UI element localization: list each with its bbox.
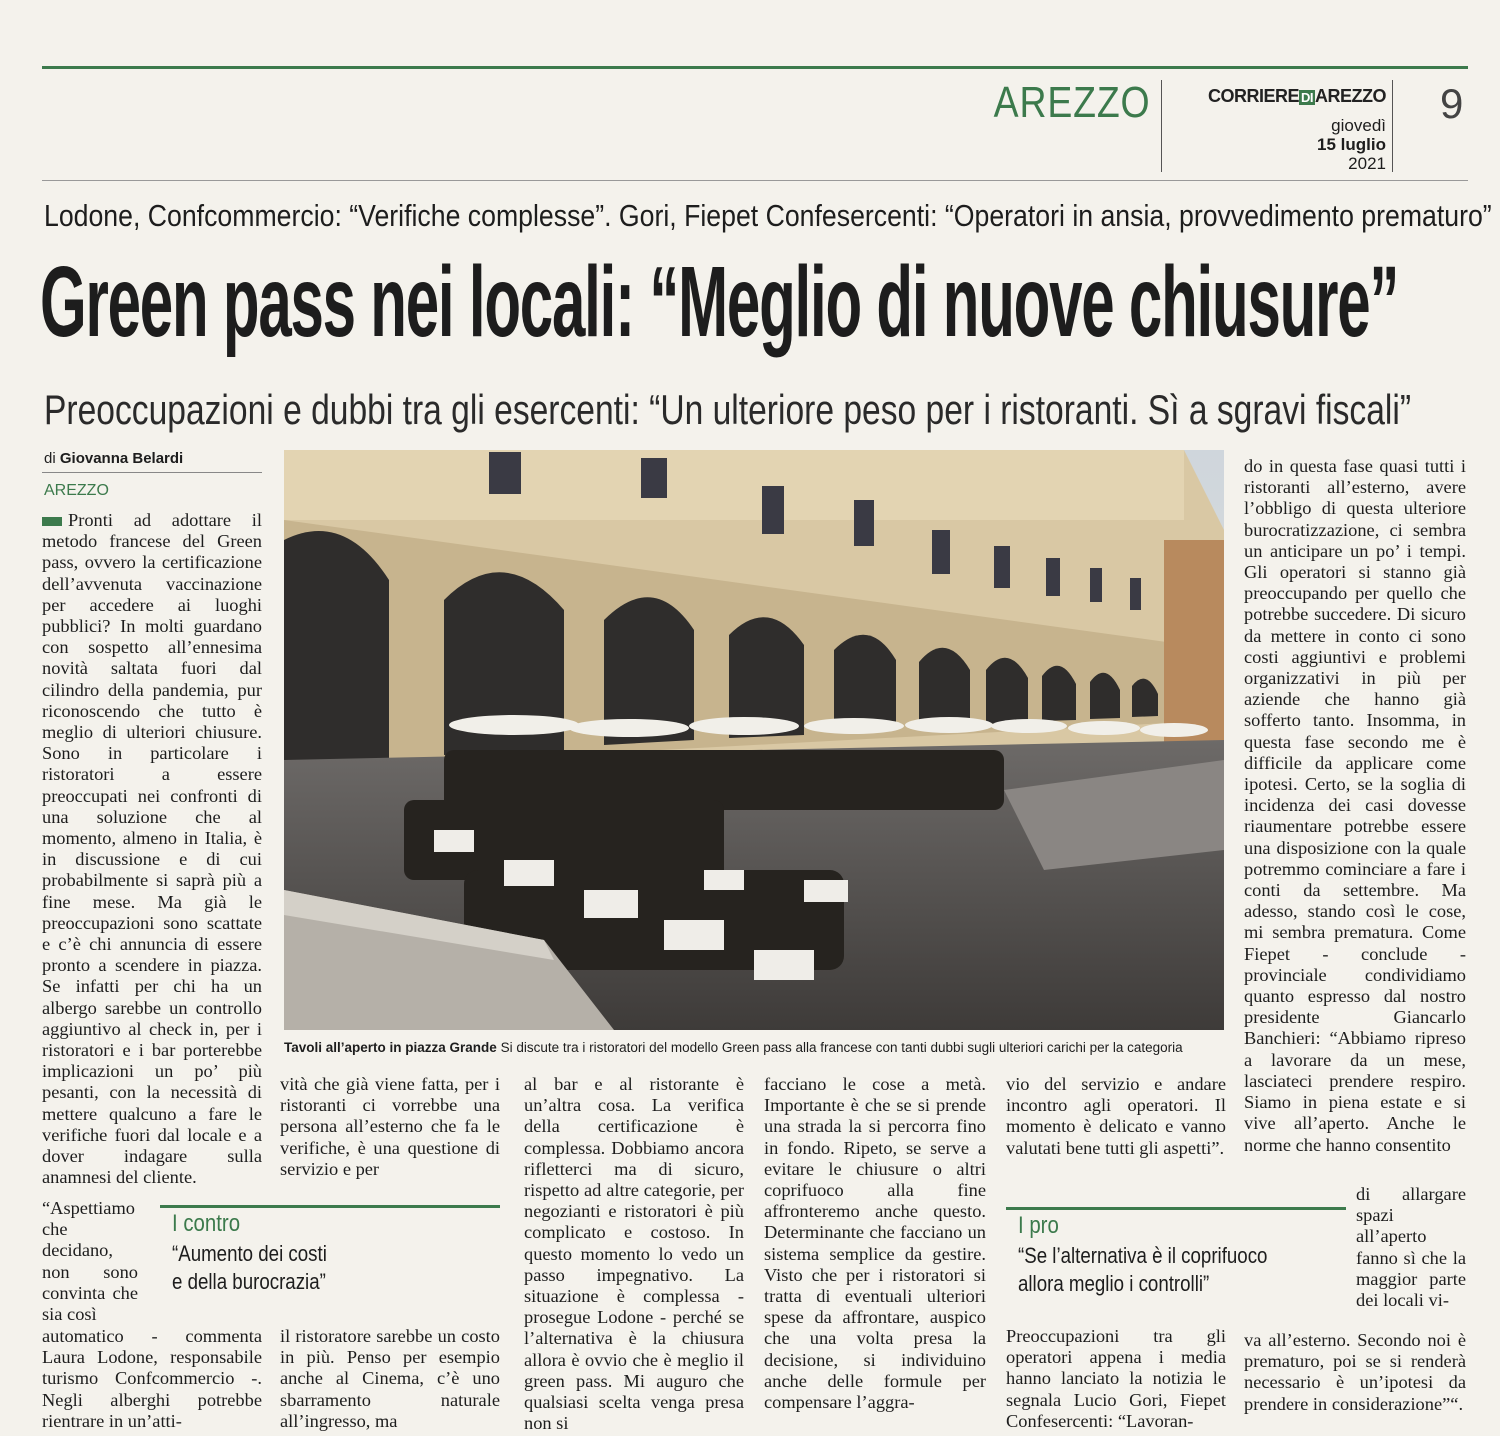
masthead-left: CORRIERE bbox=[1207, 86, 1299, 106]
col3-text: al bar e al ristorante è un’altra cosa. La verifica della certificazione è complessa. Dobbiamo ancora rifletterci ma di sicuro, rispetto ad altre categorie, per negozianti e ristoratori è più complicato e costoso. In questo momento lo vedo un passo impegnativo. La situazione è complessa - prosegue Lodone - perché se l’alternativa è la chiusura allora è ovvio che è meglio il green pass. Mi auguro che qualsiasi scelta venga presa non si bbox=[524, 1074, 744, 1434]
col1-text: Pronti ad adottare il metodo francese del Green pass, ovvero la certificazione dell’avvenuta vaccinazione per accedere ai luoghi pubblici? In molti guardano con sospetto all’ennesima novità saltata fuori dal cilindro della pandemia, pur riconoscendo che tutto è meglio di ulteriori chiusure. Sono in particolare i ristoratori a essere preoccupati nei confronti di una soluzione che al momento, almeno in Italia, è in discussione e di cui probabilmente si saprà più a fine mese. Ma già le preoccupazioni sono scattate e c’è chi annuncia di essere pronto a scendere in piazza. Se infatti per chi ha un albergo sarebbe un controllo aggiuntivo al check in, per i ristoratori e i bar porterebbe implicazioni un po’ più pesanti, con la necessità di mettere qualcuno a fare le verifiche fuori dal locale e a dover indagare sulla anamnesi del cliente. bbox=[42, 510, 262, 1188]
column-6-narrow bbox=[1356, 1184, 1466, 1311]
column-6-bottom bbox=[1244, 1330, 1466, 1415]
col6-bottom-text: va all’esterno. Secondo noi è prematuro, poi se si renderà necessario è un’ipotesi da prendere in considerazione”“. bbox=[1244, 1330, 1466, 1414]
issue-daymonth: 15 luglio bbox=[1317, 135, 1386, 154]
contro-box-rule bbox=[160, 1205, 500, 1208]
col5-top-text: vio del servizio e andare incontro agli operatori. Il momento è delicato e vanno valutati bene tutti gli aspetti”. bbox=[1006, 1074, 1226, 1158]
col4-text: facciano le cose a metà. Importante è che se si prende una strada la si percorra fino in fondo. Ripeto, se serve a evitare le chiusure o altri coprifuoco alla fine affronteremo anche questo. Determinante che facciano un sistema semplice da gestire. Visto che per i ristoratori si tratta di eventuali ulteriori spese da affrontare, auspico che una volta presa la decisione, si individuino anche delle formule per compensare l’aggra- bbox=[764, 1074, 986, 1413]
header-divider-2 bbox=[1392, 80, 1393, 172]
col5-bottom-text: Preoccupazioni tra gli operatori appena i media hanno lanciato la notizia le segnala Lucio Gori, Fiepet Confesercenti: “Lavoran- bbox=[1006, 1326, 1226, 1431]
contro-box-quote bbox=[172, 1240, 327, 1296]
contro-quote-line-1: “Aumento dei costi bbox=[172, 1241, 327, 1266]
caption-title: Tavoli all’aperto in piazza Grande bbox=[284, 1040, 497, 1055]
column-2 bbox=[280, 1074, 500, 1180]
column-1-narrow bbox=[42, 1198, 138, 1325]
col6-top-text: do in questa fase quasi tutti i ristoranti all’esterno, avere l’obbligo di questa ulteriore burocratizzazione, ci sembra un anticipare un po’ i tempi. Gli operatori si stanno già preoccupando per quello che potrebbe succedere. Di sicuro da mettere in conto ci sono costi aggiuntivi e problemi organizzativi in più per aziende che hanno già sofferto tanto. Insomma, in questa fase secondo me è difficile da applicare come ipotesi. Certo, se la soglia di incidenza dei casi dovesse riaumentare potrebbe essere una disposizione con la quale potremmo cominciare a fare i conti da settembre. Ma adesso, stando così le cose, mi sembra prematura. Come Fiepet - conclude - provinciale condividiamo quanto espresso dal nostro presidente Giancarlo Banchieri: “Abbiamo ripreso a lavorare da un mese, lasciateci prendere respiro. Siamo in piena estate e si vive all’aperto. Anche le norme che hanno consentito bbox=[1244, 456, 1466, 1155]
col6-narrow-text: di allargare spazi all’aperto fanno sì che la maggior parte dei locali vi- bbox=[1356, 1184, 1466, 1311]
photo-caption bbox=[284, 1040, 1183, 1055]
top-rule bbox=[42, 66, 1468, 69]
masthead-right: AREZZO bbox=[1315, 86, 1386, 106]
photo-piazza-grande bbox=[284, 450, 1224, 1030]
page-number: 9 bbox=[1440, 80, 1464, 127]
byline-rule bbox=[42, 472, 262, 473]
col2-top-text: vità che già viene fatta, per i ristoranti ci vorrebbe una persona all’esterno che fa le verifiche, è una questione di servizio e per bbox=[280, 1074, 500, 1179]
column-6 bbox=[1244, 456, 1466, 1156]
column-5 bbox=[1006, 1074, 1226, 1159]
pro-box-rule bbox=[1006, 1207, 1346, 1210]
subhead: Preoccupazioni e dubbi tra gli esercenti: “Un ulteriore peso per i ristoranti. Sì a sgravi fiscali” bbox=[44, 386, 1412, 433]
byline bbox=[44, 450, 183, 467]
dateline: AREZZO bbox=[44, 482, 109, 499]
pro-quote-line-1: “Se l’alternativa è il coprifuoco bbox=[1018, 1243, 1268, 1268]
headline: Green pass nei locali: “Meglio di nuove chiusure” bbox=[40, 246, 1399, 358]
pro-quote-line-2: allora meglio i controlli” bbox=[1018, 1271, 1210, 1296]
photo-illustration bbox=[284, 450, 1224, 1030]
section-label: AREZZO bbox=[993, 78, 1150, 127]
issue-year: 2021 bbox=[1348, 154, 1386, 173]
caption-text: Si discute tra i ristoratori del modello Green pass alla francese con tanti dubbi sugli ulteriori carichi per la categoria bbox=[500, 1040, 1183, 1055]
masthead-di: DI bbox=[1301, 90, 1313, 105]
col2-bottom-text: il ristoratore sarebbe un costo in più. Penso per esempio anche al Cinema, c’è uno sbarramento naturale all’ingresso, ma bbox=[280, 1326, 500, 1431]
byline-author: Giovanna Belardi bbox=[59, 450, 184, 467]
col1-narrow-text: “Aspettiamo che decidano, non sono convinta che sia così bbox=[42, 1198, 138, 1325]
column-2-bottom bbox=[280, 1326, 500, 1432]
column-4 bbox=[764, 1074, 986, 1413]
byline-prefix: di bbox=[44, 450, 56, 467]
issue-date bbox=[1317, 116, 1386, 173]
pro-box-title: I pro bbox=[1018, 1212, 1059, 1239]
header-divider bbox=[1161, 80, 1162, 172]
pro-box-quote bbox=[1018, 1242, 1267, 1298]
header-bottom-rule bbox=[42, 180, 1468, 181]
column-5-bottom bbox=[1006, 1326, 1226, 1432]
contro-quote-line-2: e della burocrazia” bbox=[172, 1269, 326, 1294]
masthead bbox=[1208, 86, 1386, 107]
issue-day: giovedì bbox=[1331, 116, 1386, 135]
column-1 bbox=[42, 510, 262, 1189]
contro-box-title: I contro bbox=[172, 1210, 241, 1237]
column-1-bottom bbox=[42, 1326, 262, 1432]
paragraph-marker bbox=[42, 517, 62, 526]
column-3 bbox=[524, 1074, 744, 1434]
col1-bottom-text: automatico - commenta Laura Lodone, responsabile turismo Confcommercio -. Negli alberghi potrebbe rientrare in un’atti- bbox=[42, 1326, 262, 1431]
kicker: Lodone, Confcommercio: “Verifiche complesse”. Gori, Fiepet Confesercenti: “Operatori in ansia, provvedimento prematuro” bbox=[44, 198, 1492, 233]
